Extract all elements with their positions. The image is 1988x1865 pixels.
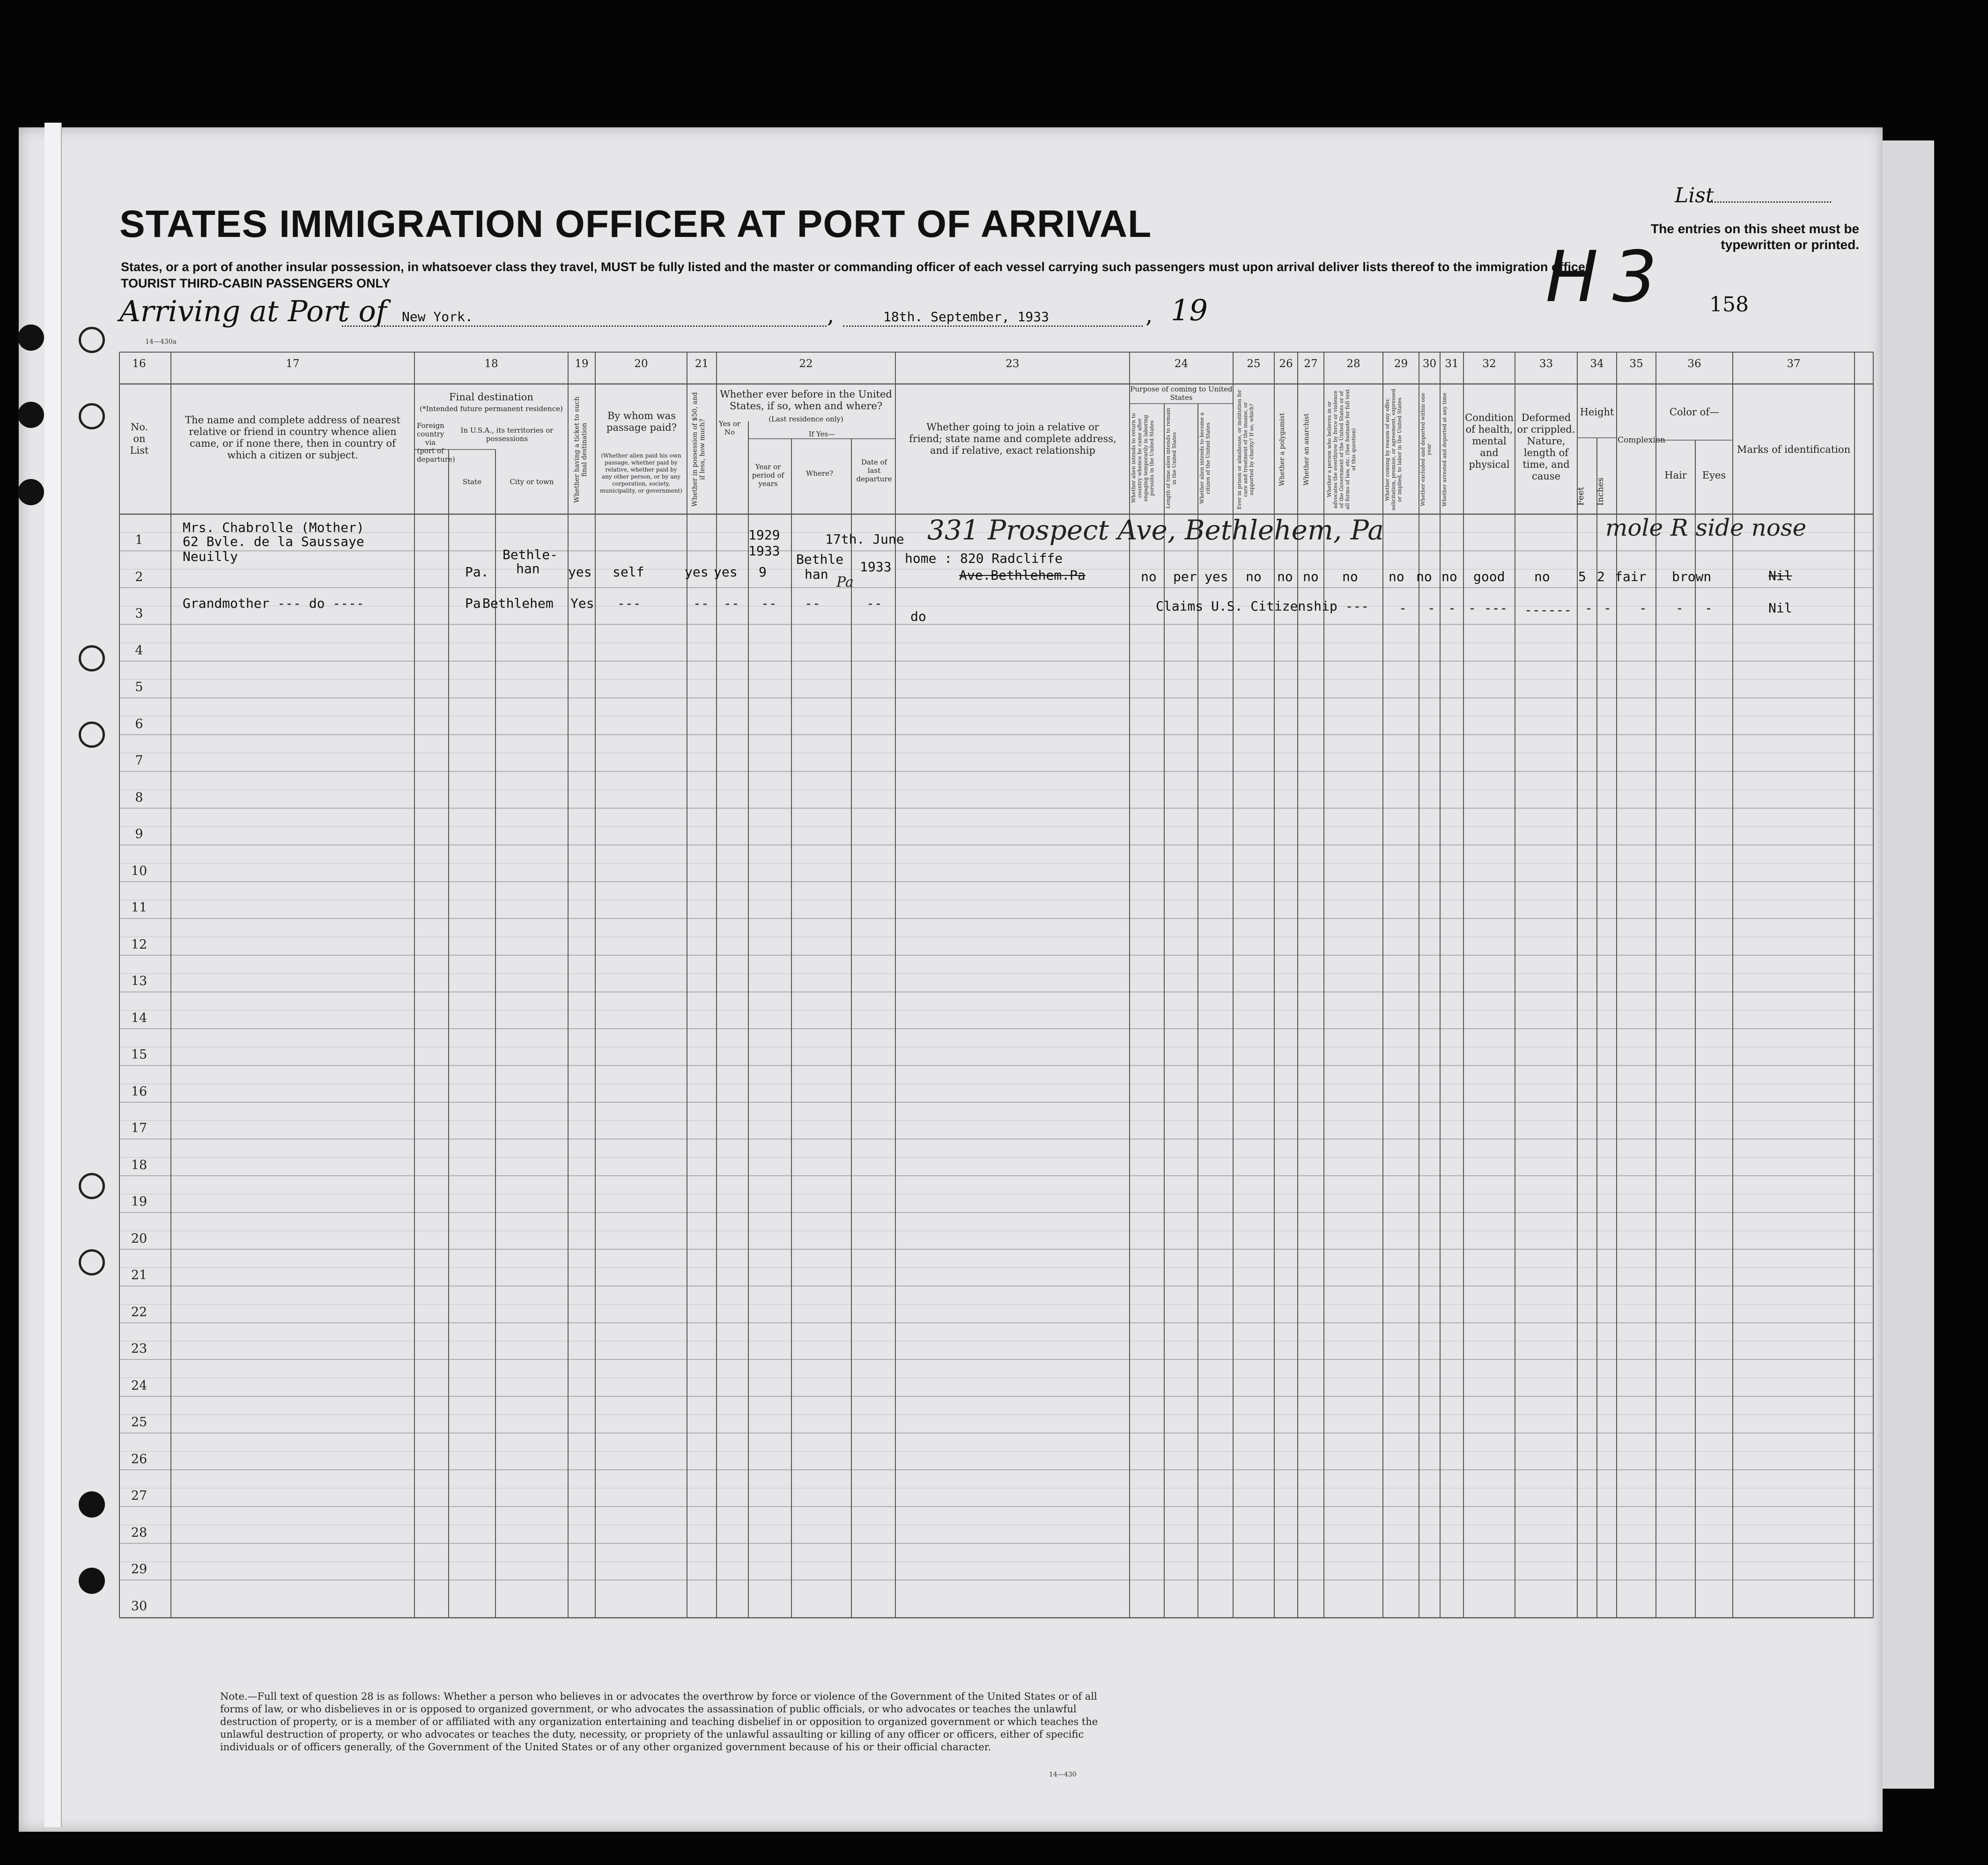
col-num: 33 [1539, 358, 1553, 370]
row1-q28: no [1342, 569, 1358, 584]
header-yes-or-no: Yes or No [718, 420, 741, 436]
header-where: Where? [806, 469, 834, 478]
header-nearest-relative: The name and complete address of nearest relative or friend in country whence alien came, or if none there, then in country of which a citizen or subject. [185, 414, 400, 461]
question-28-footnote: Note.—Full text of question 28 is as follows: Whether a person who believes in or advocates the overthrow by force or violence of the Government of the United States or of all forms of law, or who disbelieves in or is opposed to organized government, or who advocates the assassination of public officials, or who advocates or teaches the unlawful destruction of property, or is a member of or affiliated with any organization entertaining and teaching disbelief in or opposition to organized government or which teaches the unlawful destruction of property, or who advocates or teaches the duty, necessity, or propriety of the unlawful assaulting or killing of any officer or officers, either of specific individuals or of officers generally, of the Government of the United States or of any other organized government because of his or their official character. [220, 1691, 1098, 1753]
year-prefix: 19 [1171, 293, 1208, 327]
row2-money: -- [693, 596, 709, 611]
row1-inches: 2 [1597, 569, 1605, 584]
row-number: 29 [131, 1562, 148, 1577]
row-number: 16 [131, 1084, 148, 1099]
col-num: 20 [634, 358, 648, 370]
header-anarchist: Whether an anarchist [1303, 413, 1310, 486]
handwritten-sheet-code: H3 [1545, 236, 1671, 318]
header-date-departure: Date of last departure [856, 458, 892, 483]
arriving-label: Arriving at Port of [119, 294, 387, 328]
row2-state: Pa [465, 596, 481, 611]
header-ticket: Whether having a ticket to such final destination [573, 396, 588, 503]
separator: , [1146, 302, 1153, 328]
header-marks: Marks of identification [1737, 444, 1851, 455]
row1-complexion: fair [1615, 569, 1647, 584]
row2-passage: --- [617, 596, 641, 611]
header-joining-relative: Whether going to join a relative or friend; state name and complete address, and if relative, exact relationship [909, 421, 1116, 456]
header-purpose-b: Length of time alien intends to remain in the United States [1165, 408, 1177, 509]
header-foreign-country: Foreign country via (port of departure) [417, 421, 455, 464]
row-number: 8 [135, 790, 143, 805]
row1-where-handwritten: Pa [836, 574, 854, 590]
row2-complexion: - [1639, 600, 1647, 616]
row1-passage: self [613, 564, 644, 580]
header-q28: Whether a person who believes in or advocates the overthrow by force or violence of the Government of the United States or of all forms of law, etc. (See footnote for full text of this question) [1326, 389, 1357, 510]
col-num: 30 [1422, 358, 1437, 370]
row-number: 19 [131, 1194, 148, 1209]
row2-hair: - [1676, 600, 1684, 616]
port-value: New York. [402, 309, 473, 324]
header-q29: Whether coming by reason of any offer, solicitation, promise, or agreement, expressed or implied, to labor in the United States [1384, 389, 1403, 510]
row1-date-1: 17th. June [825, 531, 904, 547]
header-passage-paid-note: (Whether alien paid his own passage, whether paid by relative, whether paid by any other person, or by any corporation, society, municipality, or government) [599, 452, 683, 494]
header-q31: Whether arrested and deported at any time [1441, 392, 1448, 507]
form-title: STATES IMMIGRATION OFFICER AT PORT OF ARRIVAL [119, 203, 1152, 245]
col-num: 37 [1787, 358, 1801, 370]
row2-q29: - [1399, 600, 1407, 616]
entries-note: The entries on this sheet must be typewritten or printed. [1651, 221, 1859, 252]
row2-ticket: Yes [570, 596, 594, 611]
row2-where: -- [805, 596, 820, 611]
col-num: 24 [1174, 358, 1189, 370]
list-label: List [1675, 184, 1714, 207]
header-eyes: Eyes [1702, 470, 1726, 481]
passenger-class: TOURIST THIRD-CABIN PASSENGERS ONLY [121, 276, 391, 290]
page-number: 158 [1709, 293, 1749, 317]
header-no-on-list: No. on List [130, 421, 149, 456]
col-num: 29 [1394, 358, 1408, 370]
row2-ever-before: -- [724, 596, 739, 611]
row1-money: yes [685, 564, 709, 580]
row-number: 21 [131, 1268, 148, 1283]
row-number: 30 [131, 1599, 148, 1614]
form-subtitle: States, or a port of another insular possession, in whatsoever class they travel, MUST be fully listed and the master or commanding officer of each vessel carrying such passengers must upon arrival deliver lists thereof to the immigration officer [121, 260, 1590, 274]
row1-purpose-a: no [1141, 569, 1157, 584]
row1-date-2: 1933 [860, 559, 892, 575]
row-number: 7 [135, 753, 143, 768]
row1-year-1: 1929 [748, 527, 780, 543]
row-number: 17 [131, 1121, 148, 1135]
row2-condition: - --- [1468, 600, 1508, 616]
row2-year: -- [761, 596, 777, 611]
col-num: 16 [132, 358, 146, 370]
col-num: 31 [1445, 358, 1459, 370]
row1-purpose-c: yes [1205, 569, 1228, 584]
header-possession-50: Whether in possession of $50, and if less, how much? [691, 392, 706, 507]
col-num: 19 [575, 358, 589, 370]
row1-state: Pa. [465, 564, 489, 580]
header-complexion: Complexion [1618, 435, 1665, 445]
header-final-destination: Final destination [449, 391, 533, 403]
row1-purpose-b: per [1173, 569, 1197, 584]
row-number: 5 [135, 680, 143, 694]
row1-q29: no [1389, 569, 1404, 584]
row-number: 15 [131, 1047, 148, 1062]
row2-eyes: - [1705, 600, 1713, 616]
row-number: 12 [131, 937, 148, 952]
header-height: Height [1580, 406, 1614, 418]
row-number: 25 [131, 1415, 148, 1430]
header-inches: Inches [1596, 477, 1605, 506]
header-polygamist: Whether a polygamist [1279, 413, 1286, 487]
row1-where-1: Bethle [796, 552, 844, 567]
row1-polygamist: no [1277, 569, 1293, 584]
row1-ever-before: yes [714, 564, 738, 580]
row1-ticket: yes [568, 564, 592, 580]
row2-relative: Grandmother --- do ---- [183, 596, 364, 611]
header-purpose: Purpose of coming to United States [1130, 385, 1233, 402]
row-number: 2 [135, 569, 143, 584]
row-number: 18 [131, 1157, 148, 1172]
row2-marks: Nil [1768, 600, 1792, 616]
row-number: 10 [131, 863, 148, 878]
row1-year-period: 9 [759, 564, 767, 580]
row-number: 26 [131, 1452, 148, 1467]
col-num: 35 [1629, 358, 1643, 370]
row2-q31: - [1448, 600, 1456, 616]
header-state: State [462, 478, 482, 486]
row2-feet: - [1585, 600, 1593, 616]
col-num: 27 [1304, 358, 1318, 370]
row-number: 4 [135, 643, 143, 658]
row2-deformed: ------ [1524, 602, 1572, 618]
row1-city-1: Bethle- [503, 547, 558, 562]
col-num: 21 [695, 358, 709, 370]
header-ever-before-note: (Last residence only) [769, 415, 843, 423]
header-deformed: Deformed or crippled. Nature, length of time, and cause [1517, 412, 1575, 482]
col-num: 22 [799, 358, 813, 370]
row1-relative-name: Mrs. Chabrolle (Mother) [183, 520, 364, 535]
header-year-period: Year or period of years [752, 463, 784, 488]
row-number: 22 [131, 1305, 148, 1320]
footnote-form-code: 14—430 [1049, 1771, 1077, 1778]
row1-anarchist: no [1303, 569, 1319, 584]
row-number: 14 [131, 1010, 148, 1025]
row1-join-handwritten: 331 Prospect Ave, Bethlehem, Pa [927, 514, 1384, 546]
col-num: 28 [1346, 358, 1360, 370]
row-number: 20 [131, 1231, 148, 1246]
row-number: 9 [135, 827, 143, 841]
header-in-usa: In U.S.A., its territories or possessions [460, 426, 554, 443]
row1-prison: no [1246, 569, 1262, 584]
col-num: 25 [1247, 358, 1261, 370]
row1-relative-city: Neuilly [183, 549, 238, 564]
separator: , [827, 302, 835, 328]
row-number: 6 [135, 716, 143, 731]
row2-q30: - [1427, 600, 1435, 616]
row-number: 3 [135, 606, 143, 621]
row-number: 11 [131, 900, 148, 915]
row-number: 28 [131, 1525, 148, 1540]
row1-join-2: Ave.Bethlehem.Pa [959, 568, 1086, 583]
row-number: 1 [135, 533, 143, 547]
row1-q31: no [1441, 569, 1457, 584]
col-num: 32 [1482, 358, 1496, 370]
col-num: 18 [484, 358, 498, 370]
row1-year-2: 1933 [748, 543, 780, 559]
header-q30: Whether excluded and deported within one year [1420, 392, 1432, 507]
row1-hair-eyes: brown [1672, 569, 1712, 584]
row1-join-1: home : 820 Radcliffe [905, 551, 1063, 566]
row2-city: Bethlehem [482, 596, 554, 611]
header-if-yes: If Yes— [808, 430, 835, 438]
row-number: 27 [131, 1489, 148, 1503]
header-hair: Hair [1664, 470, 1687, 481]
row1-marks-typed: Nil [1768, 568, 1792, 583]
col-num: 36 [1687, 358, 1701, 370]
row1-condition: good [1473, 569, 1505, 584]
header-purpose-c: Whether alien intends to become a citizen of the United States [1199, 412, 1211, 504]
row1-marks-handwritten: mole R side nose [1605, 514, 1807, 541]
row1-city-2: han [516, 561, 540, 576]
header-prison: Ever in prison or almshouse, or institution for care and treatment of the insane, or supported by charity? If so, which? [1236, 390, 1255, 509]
header-color-of: Color of— [1669, 406, 1720, 418]
row1-where-2: han [805, 567, 828, 582]
row1-relative-address: 62 Bvle. de la Saussaye [183, 534, 364, 549]
row-number: 13 [131, 974, 148, 988]
row2-inches: - [1604, 600, 1611, 616]
header-passage-paid: By whom was passage paid? [606, 410, 677, 433]
row-number: 23 [131, 1342, 148, 1356]
row1-q30: no [1416, 569, 1432, 584]
col-num: 34 [1590, 358, 1604, 370]
arrival-date: 18th. September, 1933 [883, 309, 1049, 324]
col-num: 17 [286, 358, 300, 370]
row-number: 24 [131, 1378, 148, 1393]
row2-join: do [910, 609, 926, 624]
header-city: City or town [510, 478, 554, 486]
header-purpose-a: Whether alien intends to return to country whence he came after engaging temporarily in laboring pursuits in the United States [1131, 413, 1155, 503]
col-num: 26 [1279, 358, 1293, 370]
header-final-destination-note: (*Intended future permanent residence) [420, 405, 563, 413]
row2-claims: Claims U.S. Citizenship --- [1156, 598, 1369, 614]
header-feet: Feet [1576, 487, 1586, 506]
header-ever-before: Whether ever before in the United States, if so, when and where? [720, 389, 892, 412]
header-condition: Condition of health, mental and physical [1465, 412, 1514, 470]
row1-deformed: no [1534, 569, 1550, 584]
row1-feet: 5 [1578, 569, 1586, 584]
col-num: 23 [1005, 358, 1020, 370]
form-number: 14—430a [145, 338, 177, 346]
row2-date: -- [866, 596, 882, 611]
